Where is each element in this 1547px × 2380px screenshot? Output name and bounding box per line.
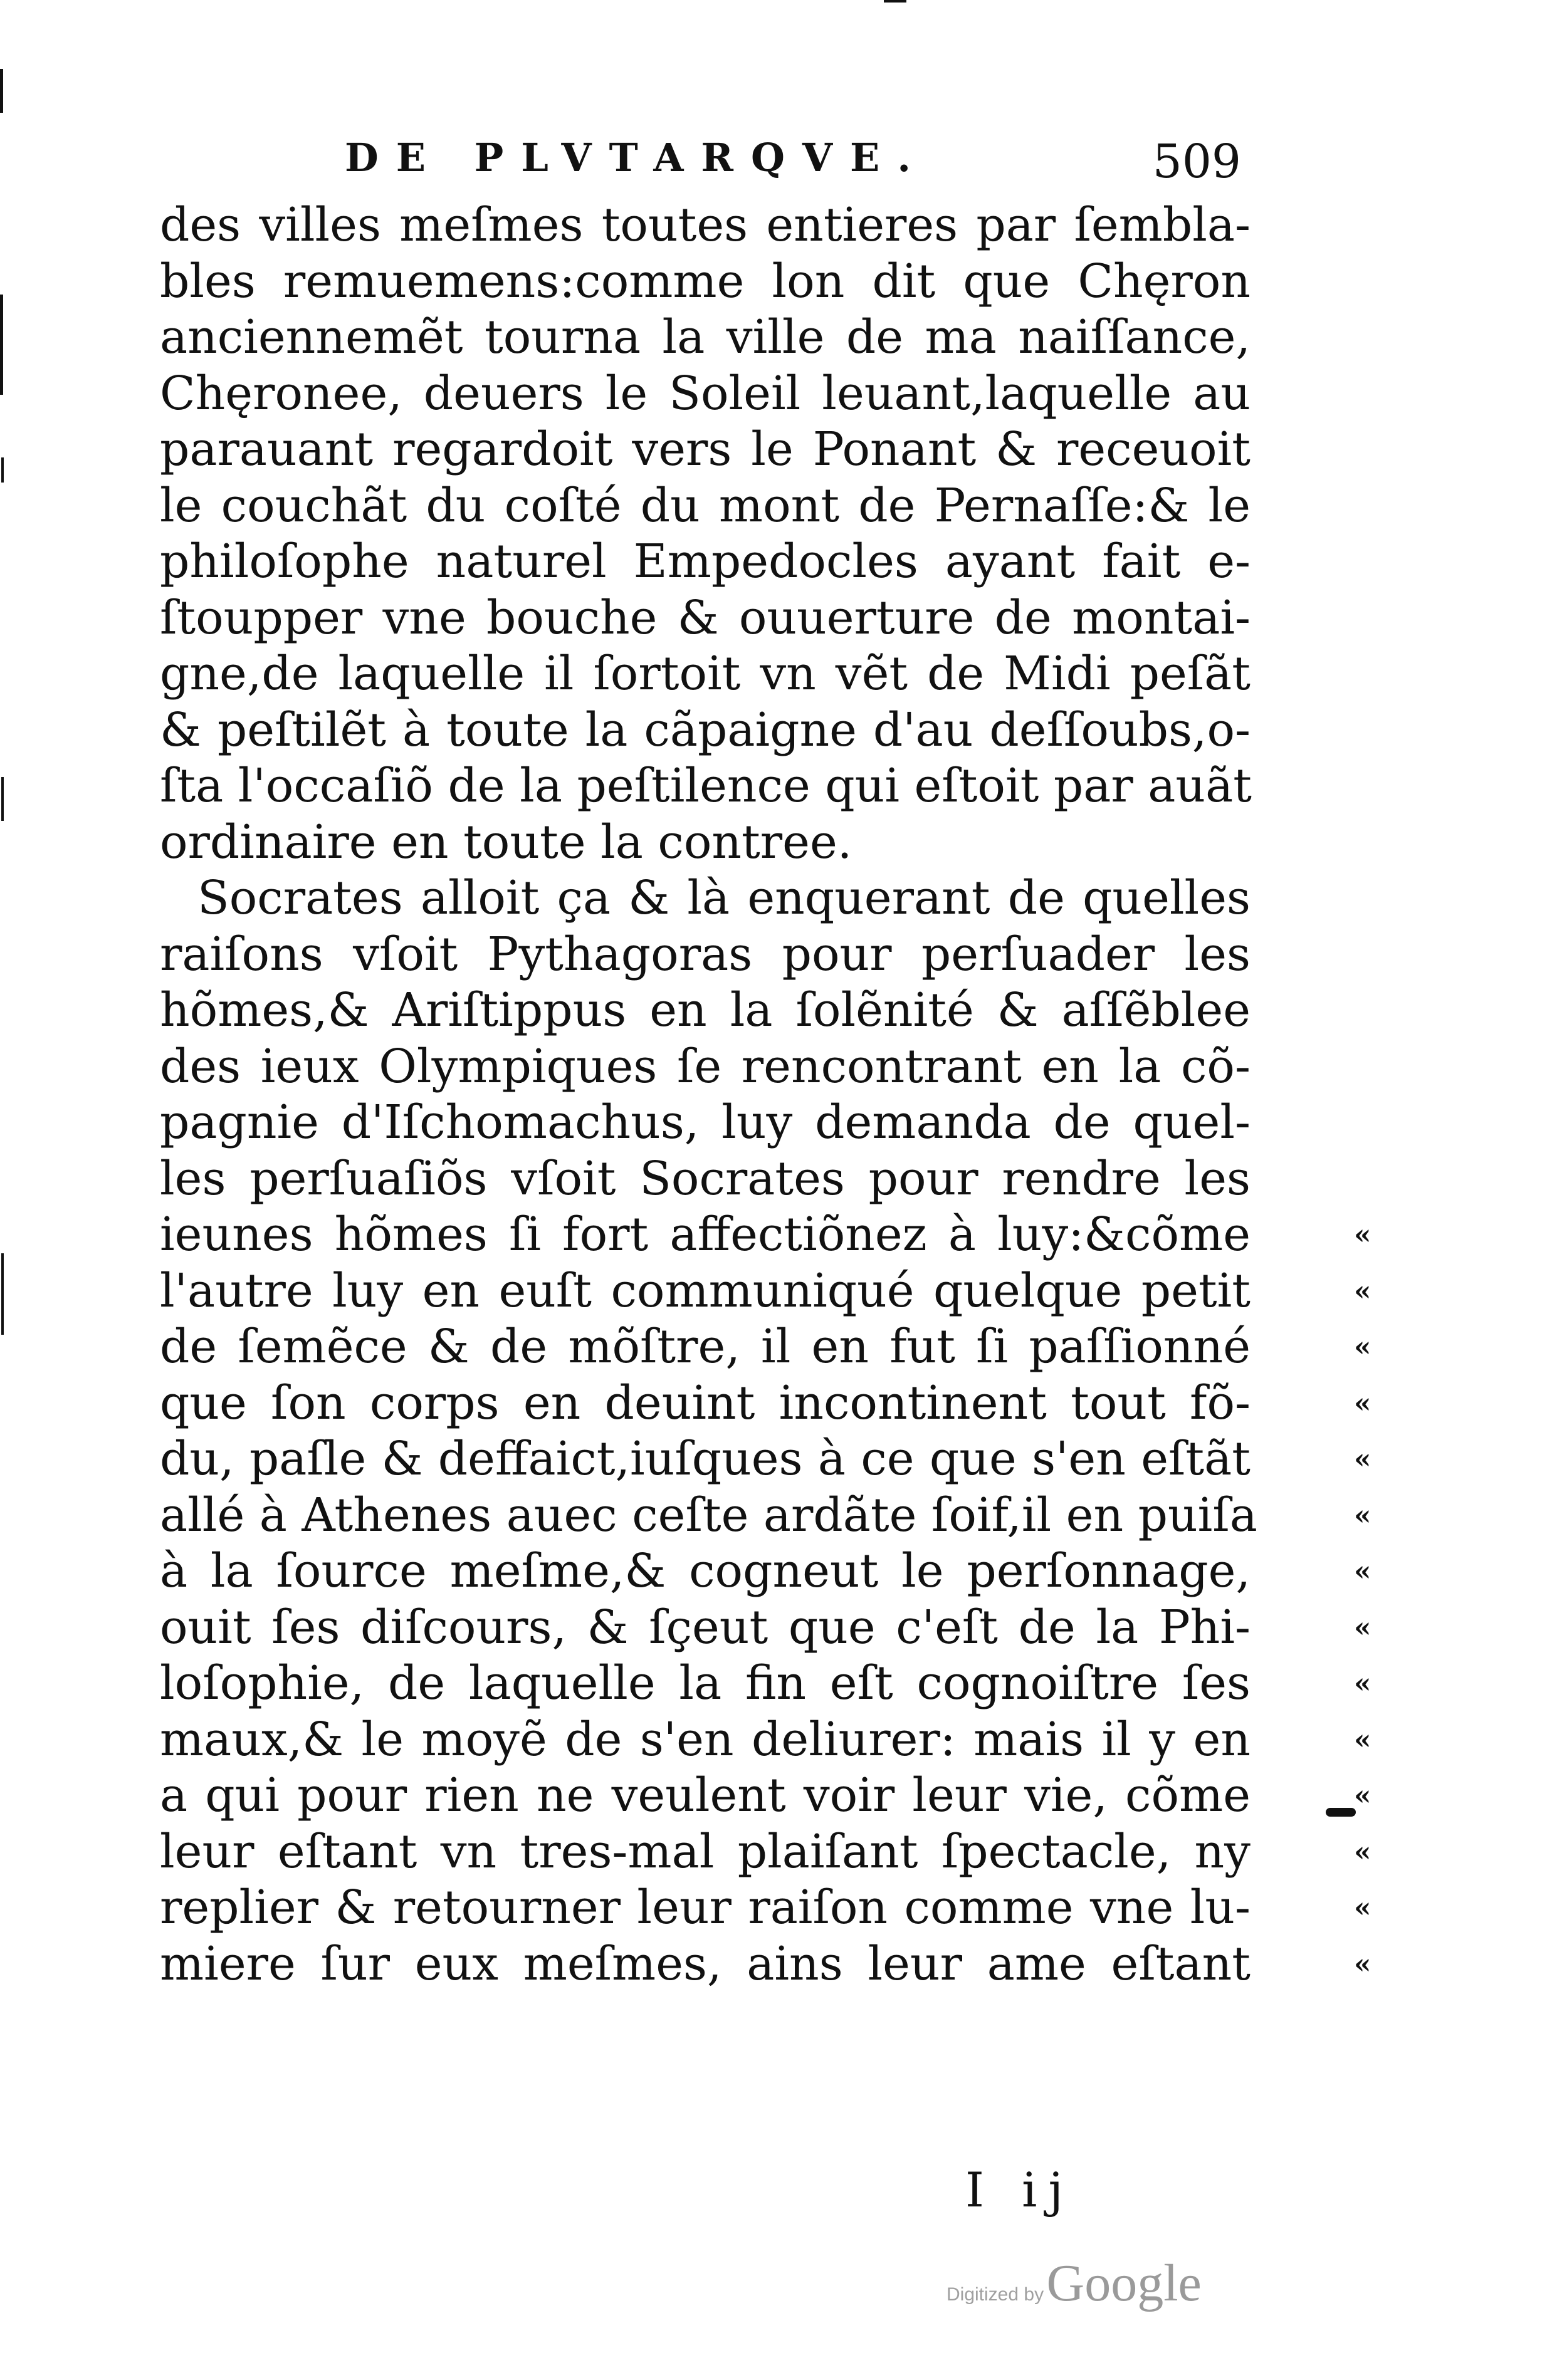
margin-quote-mark: « (1354, 1892, 1371, 1924)
text-line: de ſemẽce & de mõſtre, il en fut ſi paſſionné (160, 1320, 1251, 1374)
margin-quote-mark: « (1354, 1499, 1371, 1532)
margin-quote-mark: « (1354, 1835, 1371, 1868)
margin-quote-mark: « (1354, 1387, 1371, 1419)
margin-quote-mark: « (1354, 1611, 1371, 1644)
scan-edge-mark (1, 457, 4, 483)
text-line: l'autre luy en euſt communiqué quelque petit (160, 1263, 1251, 1318)
text-line: des villes meſmes toutes entieres par ſembla- (160, 198, 1251, 252)
text-line: le couchãt du coſté du mont de Pernaſſe:& le (160, 478, 1251, 533)
running-head: DE PLVTARQVE. (345, 135, 928, 180)
margin-quote-mark: « (1354, 1331, 1371, 1363)
text-line: hõmes,& Ariſtippus en la ſolẽnité & aſſẽblee (160, 983, 1251, 1037)
digitized-watermark (947, 2253, 1202, 2314)
catchword-signature: I ij (965, 2162, 1075, 2218)
text-line: des ieux Olympiques ſe rencontrant en la cõ- (160, 1039, 1251, 1093)
watermark-small-text: Digitized by (947, 2284, 1044, 2305)
text-line: allé à Athenes auec ceſte ardãte ſoif,il en puiſa (160, 1488, 1257, 1542)
margin-quote-mark: « (1354, 1555, 1371, 1587)
scan-edge-mark (0, 295, 3, 395)
watermark-brand-text: Google (1046, 2254, 1202, 2312)
margin-quote-mark: « (1354, 1948, 1371, 1980)
text-line: bles remuemens:comme lon dit que Chęron (160, 254, 1251, 308)
text-line: à la ſource meſme,& cogneut le perſonnage, (160, 1544, 1251, 1598)
text-line: philoſophe naturel Empedocles ayant fait e- (160, 535, 1251, 588)
text-line: pagnie d'Iſchomachus, luy demanda de quel- (160, 1095, 1251, 1149)
body-text (160, 197, 1371, 1992)
text-line: Chęronee, deuers le Soleil leuant,laquelle au (160, 366, 1251, 420)
text-line: ordinaire en toute la contree. (160, 815, 852, 869)
scan-edge-mark (1, 777, 4, 821)
margin-quote-mark: « (1354, 1668, 1371, 1699)
text-line: ouit ſes diſcours, & ſçeut que c'eſt de la Phi- (160, 1600, 1251, 1654)
text-line: ieunes hõmes ſi fort affectiõnez à luy:&cõme (160, 1208, 1251, 1261)
text-line: parauant regardoit vers le Ponant & receuoit (160, 422, 1251, 476)
margin-quote-mark: « (1354, 1443, 1371, 1475)
text-line: les perſuaſiõs vſoit Socrates pour rendre les (160, 1151, 1251, 1206)
text-line: miere ſur eux meſmes, ains leur ame eſtant (160, 1936, 1251, 1991)
scan-edge-mark (0, 69, 3, 113)
ink-blot (1326, 1808, 1356, 1817)
text-line: ſta l'occaſiõ de la peſtilence qui eſtoit par auãt (160, 759, 1252, 813)
text-line: du, paſle & deffaict,iuſques à ce que s'en eſtãt (160, 1432, 1251, 1486)
text-line: raiſons vſoit Pythagoras pour perſuader les (160, 927, 1251, 981)
page-number: 509 (1152, 135, 1241, 189)
text-line: leur eſtant vn tres-mal plaiſant ſpectacle, ny (160, 1824, 1251, 1879)
text-line: ſtoupper vne bouche & ouuerture de montai- (160, 590, 1251, 645)
text-line: & peſtilẽt à toute la cãpaigne d'au deſſoubs,o- (160, 702, 1251, 757)
text-line: loſophie, de laquelle la fin eſt cognoiſtre ſes (160, 1656, 1251, 1710)
margin-quote-mark: « (1354, 1780, 1371, 1812)
scan-edge-mark (884, 0, 906, 3)
text-line: maux,& le moyẽ de s'en deliurer: mais il y en (160, 1712, 1251, 1767)
margin-quote-mark: « (1354, 1219, 1371, 1251)
text-line: replier & retourner leur raiſon comme vne lu- (160, 1881, 1251, 1934)
text-line: gne,de laquelle il ſortoit vn vẽt de Midi peſãt (160, 647, 1251, 701)
text-line: anciennemẽt tourna la ville de ma naiſſance, (160, 310, 1251, 364)
text-line: que ſon corps en deuint incontinent tout fõ- (160, 1375, 1251, 1430)
text-line: a qui pour rien ne veulent voir leur vie, cõme (160, 1768, 1251, 1822)
scan-edge-mark (1, 1253, 4, 1335)
text-line: Socrates alloit ça & là enquerant de quelles (197, 871, 1251, 925)
margin-quote-mark: « (1354, 1723, 1371, 1756)
margin-quote-mark: « (1354, 1275, 1371, 1307)
